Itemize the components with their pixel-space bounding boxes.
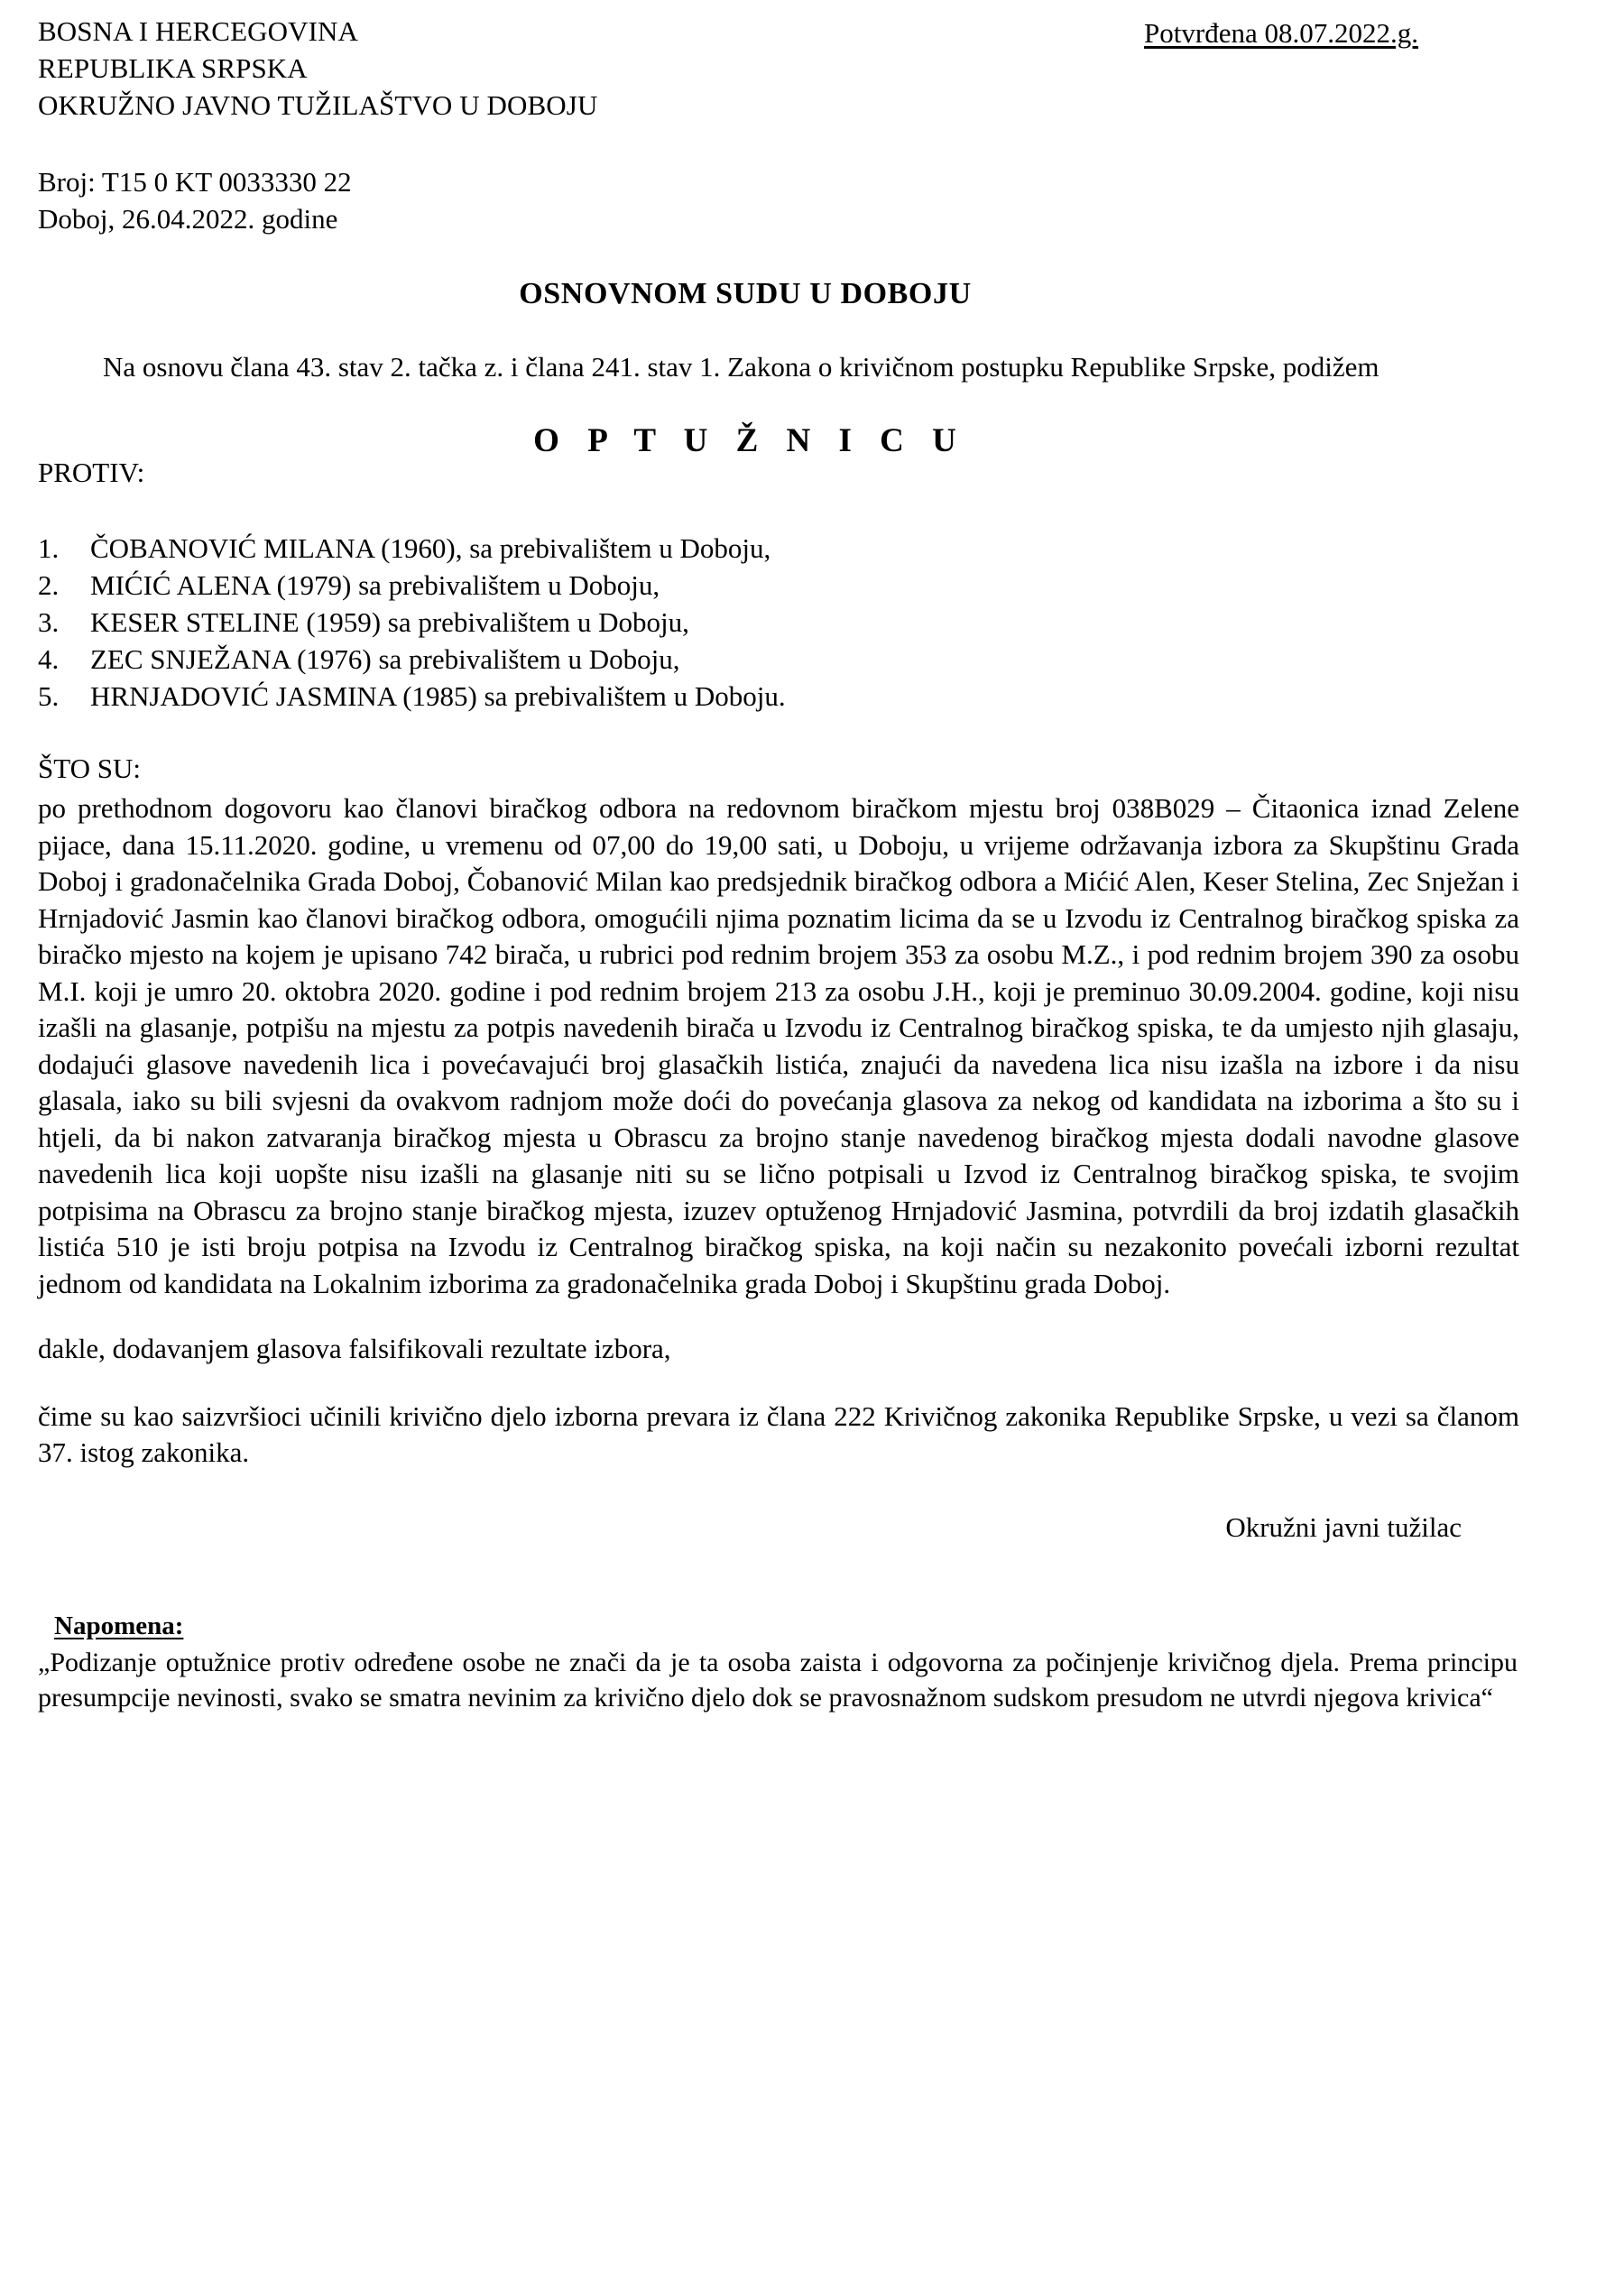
case-number: Broj: T15 0 KT 0033330 22	[38, 166, 352, 198]
prosecutor-office-line: OKRUŽNO JAVNO TUŽILAŠTVO U DOBOJU	[38, 89, 598, 121]
defendant-number: 5.	[38, 680, 60, 712]
note-text: „Podizanje optužnice protiv određene osobe ne znači da je ta osoba zaista i odgovorna za počinjenje krivičnog djela. Prema principu presumpcije nevinosti, svako se smatra nevinim za krivično djelo dok se pravosnažnom sudskom presudom ne utvrdi njegova krivica“	[38, 1647, 1518, 1713]
country-line: BOSNA I HERCEGOVINA	[38, 15, 358, 47]
document-header	[38, 13, 1525, 124]
list-item	[38, 605, 1525, 641]
list-item	[38, 679, 1525, 715]
list-item	[38, 642, 1525, 678]
main-allegation-paragraph: po prethodnom dogovoru kao članovi biračkog odbora na redovnom biračkom mjestu broj 038B029 – Čitaonica iznad Zelene pijace, dana 15.11.2020. godine, u vremenu od 07,00 do 19,00 sati, u Doboju, u vrijeme održavanja izbora za Skupštinu Grada Doboj i gradonačelnika Grada Doboj, Čobanović Milan kao predsjednik biračkog odbora a Mićić Alen, Keser Stelina, Zec Snježan i Hrnjadović Jasmin kao članovi biračkog odbora, omogućili njima poznatim licima da se u Izvodu iz Centralnog biračkog spiska za biračko mjesto na kojem je upisano 742 birača, u rubrici pod rednim brojem 353 za osobu M.Z., i pod rednim brojem 390 za osobu M.I. koji je umro 20. oktobra 2020. godine i pod rednim brojem 213 za osobu J.H., koji je preminuo 30.09.2004. godine, koji nisu izašli na glasanje, potpišu na mjestu za potpis navedenih birača u Izvodu iz Centralnog biračkog spiska, te da umjesto njih glasaju, dodajući glasove navedenih lica i povećavajući broj glasačkih listića, znajući da navedena lica nisu izašla na izbore i da nisu glasala, iako su bili svjesni da ovakvom radnjom može doći do povećanja glasova za nekog od kandidata na izborima a što su i htjeli, da bi nakon zatvaranja biračkog mjesta u Obrascu za brojno stanje navedenog biračkog mjesta dodali navodne glasove navedenih lica koji uopšte nisu izašli na glasanje niti su se lično potpisali u Izvod iz Centralnog biračkog spiska, te svojim potpisima na Obrascu za brojno stanje biračkog mjesta, izuzev optuženog Hrnjadović Jasmina, potvrdili da broj izdatih glasačkih listića 510 je isti broju potpisa na Izvodu iz Centralnog biračkog spiska, na koji način su nezakonito povećali izborni rezultat jednom od kandidata na Lokalnim izborima za gradonačelnika grada Doboj i Skupštinu grada Doboj.	[38, 792, 1519, 1299]
defendants-list	[38, 531, 1525, 715]
whereby-label: ŠTO SU:	[38, 753, 141, 784]
defendant-name: KESER STELINE (1959) sa prebivalištem u Doboju,	[90, 606, 689, 638]
addressed-court-heading: OSNOVNOM SUDU U DOBOJU	[519, 277, 972, 310]
note-block	[38, 1609, 1525, 1715]
defendant-name: MIĆIĆ ALENA (1979) sa prebivalištem u Doboju,	[90, 569, 660, 601]
defendant-name: ČOBANOVIĆ MILANA (1960), sa prebivalištem u Doboju,	[90, 532, 771, 564]
defendant-name: HRNJADOVIĆ JASMINA (1985) sa prebivalištem u Doboju.	[90, 680, 786, 712]
conclusion-short-paragraph: dakle, dodavanjem glasova falsifikovali rezultate izbora,	[38, 1333, 671, 1364]
case-reference-block	[38, 163, 1525, 237]
defendant-number: 2.	[38, 569, 60, 601]
defendant-number: 4.	[38, 643, 60, 675]
list-item	[38, 568, 1525, 604]
signature-line: Okružni javni tužilac	[1225, 1510, 1462, 1543]
defendant-number: 1.	[38, 532, 60, 564]
issuing-authority-block	[38, 13, 597, 124]
indictment-title: O P T U Ž N I C U	[533, 422, 966, 459]
confirmation-stamp: Potvrđena 08.07.2022.g.	[1144, 17, 1418, 49]
against-label: PROTIV:	[38, 457, 145, 488]
defendant-name: ZEC SNJEŽANA (1976) sa prebivalištem u Doboju,	[90, 643, 680, 675]
legal-basis-paragraph: Na osnovu člana 43. stav 2. tačka z. i člana 241. stav 1. Zakona o krivičnom postupku Republike Srpske, podižem	[103, 351, 1379, 383]
list-item	[38, 531, 1525, 567]
place-and-date: Doboj, 26.04.2022. godine	[38, 203, 338, 235]
entity-line: REPUBLIKA SRPSKA	[38, 52, 308, 84]
conclusion-legal-paragraph: čime su kao saizvršioci učinili krivično djelo izborna prevara iz člana 222 Krivičnog zakonika Republike Srpske, u vezi sa članom 37. istog zakonika.	[38, 1399, 1519, 1468]
note-heading: Napomena:	[54, 1611, 184, 1640]
defendant-number: 3.	[38, 606, 60, 638]
